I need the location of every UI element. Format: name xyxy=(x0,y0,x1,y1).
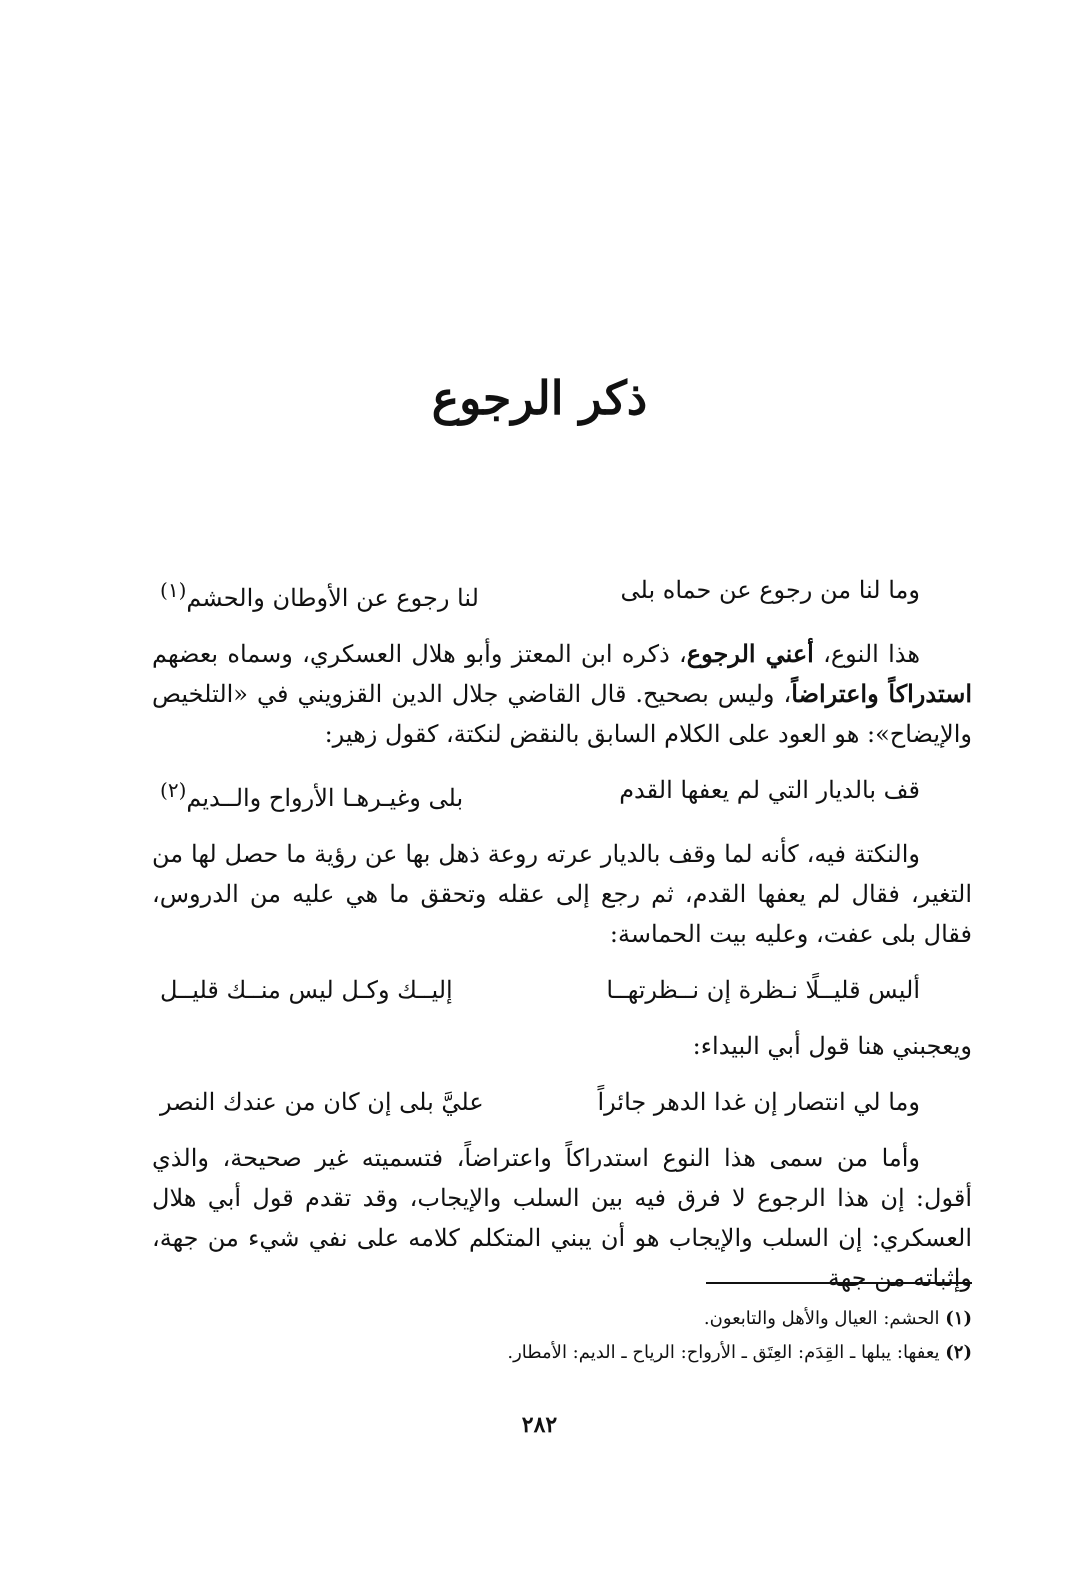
footnote xyxy=(152,1302,972,1336)
footnote-number: (١) xyxy=(945,1308,972,1329)
verse-line xyxy=(152,568,972,620)
bold-term: استدراكاً واعتراضاً xyxy=(791,679,973,708)
hemistich-text: لنا رجوع عن الأوطان والحشم xyxy=(186,584,479,612)
paragraph-text: هذا النوع، xyxy=(813,640,921,668)
verse-first-hemistich: وما لنا من رجوع عن حماه بلى xyxy=(620,576,920,604)
main-text xyxy=(152,568,972,1312)
chapter-title: ذكر الرجوع xyxy=(431,371,648,425)
verse-first-hemistich: وما لي انتصار إن غدا الدهر جائراً xyxy=(597,1088,920,1116)
verse-second-hemistich xyxy=(160,768,463,820)
verse-line xyxy=(152,968,972,1012)
verse-second-hemistich: إليــك وكـل ليس منــك قليــل xyxy=(160,976,453,1004)
paragraph: ويعجبني هنا قول أبي البيداء: xyxy=(692,1032,972,1060)
verse-second-hemistich: عليَّ بلى إن كان من عندك النصر xyxy=(160,1088,484,1116)
hemistich-text: بلى وغيـرهـا الأرواح والــديم xyxy=(186,784,464,812)
bold-term: أعني الرجوع xyxy=(686,639,814,668)
page-number: ٢٨٢ xyxy=(521,1412,558,1438)
footnote-separator xyxy=(706,1282,972,1284)
footnote xyxy=(152,1336,972,1370)
footnotes xyxy=(152,1302,972,1370)
paragraph xyxy=(152,634,972,754)
verse-first-hemistich: قف بالديار التي لم يعفها القدم xyxy=(619,776,920,804)
footnote-text: يعفها: يبلها ـ القِدَم: العِتَق ـ الأرواح: الرياح ـ الديم: الأمطار. xyxy=(507,1342,940,1363)
verse-line xyxy=(152,1080,972,1124)
paragraph: وأما من سمى هذا النوع استدراكاً واعتراضاً، فتسميته غير صحيحة، والذي أقول: إن هذا الرجوع لا فرق فيه بين السلب والإيجاب، وقد تقدم قول أبي هلال العسكري: إن السلب والإيجاب هو أن يبني المتكلم كلامه على نفي شيء من جهة، وإثباته من جهة xyxy=(152,1144,972,1292)
verse-line xyxy=(152,768,972,820)
footnote-text: الحشم: العيال والأهل والتابعون. xyxy=(703,1308,940,1329)
footnote-marker: (٢) xyxy=(160,778,187,802)
footnote-marker: (١) xyxy=(160,578,187,602)
paragraph-text: ، ذكره ابن المعتز وأبو هلال العسكري، وسماه بعضهم xyxy=(152,640,687,668)
verse-first-hemistich: أليس قليــلًا نـظرة إن نــظرتهــا xyxy=(606,976,920,1004)
paragraph-text: ، وليس بصحيح. قال القاضي جلال الدين القزويني في «التلخيص والإيضاح»: هو العود على الكلام السابق بالنقض لنكتة، كقول زهير: xyxy=(152,680,972,748)
footnote-number: (٢) xyxy=(945,1342,972,1363)
paragraph: والنكتة فيه، كأنه لما وقف بالديار عرته روعة ذهل بها عن رؤية ما حصل لها من التغير، فقال لم يعفها القدم، ثم رجع إلى عقله وتحقق ما هي عليه من الدروس، فقال بلى عفت، وعليه بيت الحماسة: xyxy=(152,840,972,948)
verse-second-hemistich xyxy=(160,568,479,620)
